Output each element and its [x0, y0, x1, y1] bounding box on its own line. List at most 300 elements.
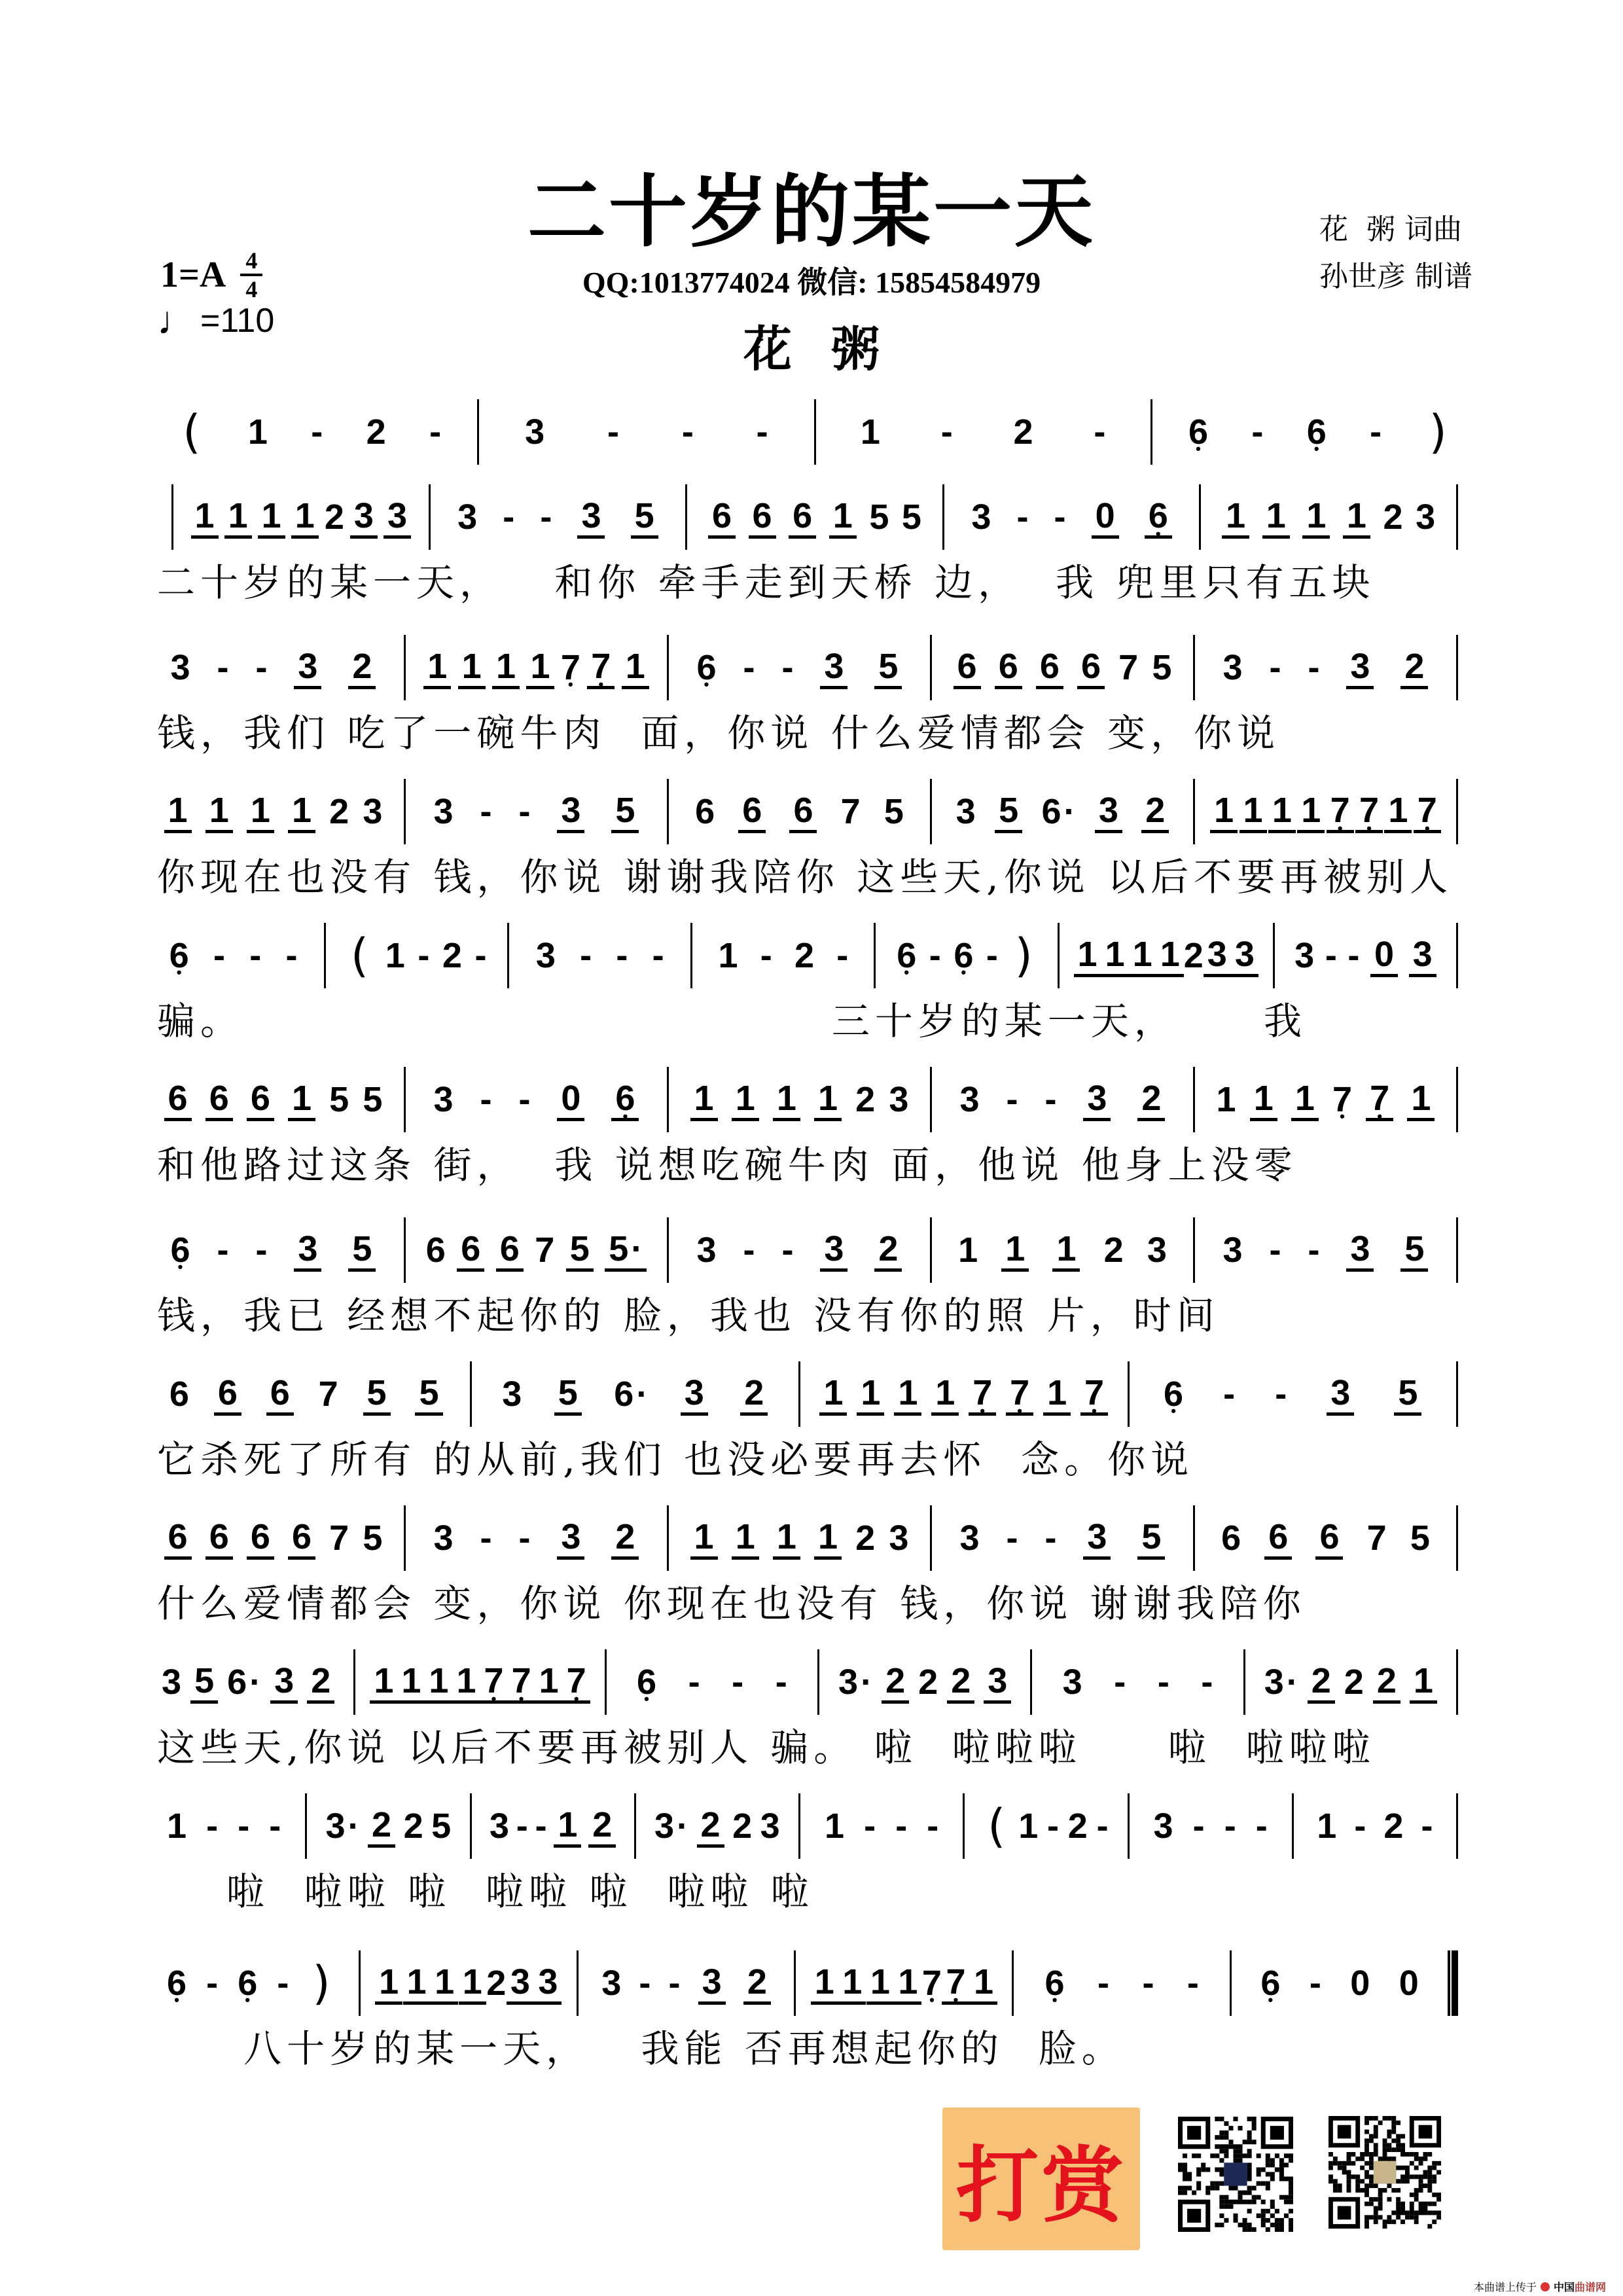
barline: [1193, 1067, 1195, 1132]
note: 6: [708, 484, 736, 550]
qr-code-wechat[interactable]: [1178, 2117, 1293, 2232]
measure: [815, 1361, 1113, 1427]
measure: [683, 1505, 916, 1571]
dash: -: [580, 936, 592, 975]
measure: [979, 1793, 1113, 1859]
barline: [470, 1793, 472, 1859]
note: 2: [874, 1217, 902, 1283]
note: 6 •: [954, 923, 973, 988]
note: 6 •: [1260, 1950, 1280, 2016]
note: 1: [403, 1950, 431, 2016]
score-line: [157, 1780, 1472, 1924]
note: 1: [458, 635, 486, 700]
dash: -: [1006, 1518, 1018, 1558]
dash: -: [1223, 1374, 1236, 1414]
note: 1: [526, 635, 554, 700]
note: 5: [869, 497, 889, 537]
note: 2: [1383, 497, 1403, 537]
note: • 1: [288, 1067, 315, 1132]
note: 6: [425, 1230, 446, 1270]
note: 6: [1264, 1505, 1292, 1571]
note: 1: [1018, 1806, 1039, 1846]
repeat-open-paren: (: [350, 929, 369, 982]
note: 1: [894, 1950, 921, 2016]
note: 6 •: [170, 1217, 190, 1283]
lyrics-line: 骗。 三十岁的某一天， 我: [157, 999, 1308, 1043]
note: 3: [696, 1230, 717, 1270]
measure: [157, 1067, 389, 1132]
note: 5: [1394, 1361, 1421, 1427]
note: 3: [984, 1649, 1011, 1715]
note: 5: [363, 1518, 383, 1558]
note: 3: [1204, 923, 1231, 988]
reward-badge[interactable]: 打赏: [942, 2108, 1140, 2250]
score-line: [157, 910, 1472, 1054]
note: 0: [1092, 484, 1119, 550]
note: 5: [1410, 1518, 1430, 1558]
credit-transcriber: 孙世彦 制谱: [1319, 260, 1472, 293]
dash: -: [1421, 1806, 1433, 1846]
note: 7: [318, 1374, 338, 1414]
lyrics-line: 和他路过这条 街， 我 说想吃碗牛肉 面，他说 他身上没零: [157, 1143, 1298, 1187]
qr-code-icon: [1329, 2114, 1441, 2231]
measure: [683, 779, 916, 844]
note: 2: [1103, 1230, 1124, 1270]
dash: -: [1142, 1964, 1154, 2003]
note: 2: [1344, 1662, 1364, 1702]
measure: [683, 1217, 916, 1283]
dash: -: [1325, 936, 1337, 975]
dash: -: [238, 1806, 250, 1846]
measure: [1308, 1793, 1442, 1859]
barline: [634, 1793, 636, 1859]
note: 2: [368, 1793, 395, 1859]
key-label: 1=A: [160, 255, 226, 295]
note: 3: [1222, 648, 1243, 687]
note: 1: [258, 484, 285, 550]
measure: [188, 484, 414, 550]
note: 1: [1407, 1067, 1435, 1132]
measure: [157, 1793, 291, 1859]
note: 5: [1152, 648, 1172, 687]
note: 7 •: [1006, 1361, 1033, 1427]
note: 1: [860, 412, 880, 452]
note: 5: [431, 1806, 452, 1846]
note: 6: [457, 1217, 484, 1283]
note: 7: [329, 1518, 349, 1558]
note: 1: [690, 1067, 718, 1132]
note: 6: [214, 1361, 241, 1427]
measure: [1028, 1950, 1215, 2016]
dash: -: [760, 936, 772, 975]
note: 3 ·: [654, 1793, 688, 1859]
note: 3: [971, 497, 991, 537]
note: 5: [363, 1080, 383, 1119]
barline: [942, 484, 944, 550]
note: 6: [205, 1505, 233, 1571]
measure: [1209, 1067, 1442, 1132]
note: 1: [1291, 1067, 1319, 1132]
note: 1: [1052, 1217, 1080, 1283]
note: 2: [486, 1964, 507, 2003]
repeat-close-paren: ): [1429, 405, 1447, 459]
note: 2: [403, 1806, 423, 1846]
note: 1: [397, 1649, 425, 1715]
dash: -: [1006, 1080, 1018, 1119]
dash: -: [986, 936, 998, 975]
dash: -: [518, 1518, 531, 1558]
note: 1: [811, 1950, 838, 2016]
notation-staff: [157, 1204, 1472, 1283]
barline: [305, 1793, 307, 1859]
notation-staff: [157, 1937, 1472, 2016]
notation-staff: [157, 622, 1472, 700]
note: 1: [288, 779, 315, 844]
dash: -: [668, 1964, 681, 2003]
measure: [157, 1505, 389, 1571]
note: 3: [433, 792, 454, 831]
note: 7 •: [563, 1649, 590, 1715]
barline: [404, 635, 406, 700]
note: 3: [294, 635, 321, 700]
note: 1: [247, 779, 274, 844]
measure: [1209, 635, 1442, 700]
final-barline: [1448, 1950, 1458, 2016]
measure: [157, 779, 389, 844]
note: 1: [1262, 484, 1290, 550]
note: 6: [954, 635, 981, 700]
note: 0: [1350, 1964, 1370, 2003]
measure: [157, 923, 310, 988]
qr-code-alipay[interactable]: [1329, 2114, 1441, 2231]
note: 2: [442, 936, 462, 975]
singer-name: 花粥: [743, 321, 919, 378]
note: 1: [894, 1361, 921, 1427]
dash: -: [756, 412, 768, 452]
note: • 1: [829, 484, 857, 550]
measure: [1209, 779, 1442, 844]
score-line: [157, 1937, 1472, 2081]
note: 5: [1400, 1217, 1428, 1283]
barline: [690, 923, 692, 988]
note: 1: [1317, 1806, 1337, 1846]
note: 6: [496, 1217, 524, 1283]
dash: -: [732, 1662, 744, 1702]
song-title: 二十岁的某一天: [527, 166, 1096, 258]
note: 2: [1013, 412, 1033, 452]
note: 3: [1083, 1505, 1111, 1571]
note: 7 •: [1332, 1067, 1352, 1132]
note: 3: [889, 1080, 909, 1119]
site-brand[interactable]: 中国曲谱网: [1553, 2281, 1606, 2293]
dash: -: [1309, 1964, 1321, 2003]
note: 0: [1399, 1964, 1419, 2003]
note: 2: [1373, 1649, 1400, 1715]
measure: [157, 1950, 344, 2016]
note: 7 •: [508, 1649, 535, 1715]
note: 3: [534, 1950, 562, 2016]
dash: -: [1370, 412, 1382, 452]
note: 5: [190, 1649, 218, 1715]
measure: [157, 1649, 339, 1715]
barline: [667, 1217, 669, 1283]
note: 7 •: [1080, 1361, 1108, 1427]
note: 3: [1222, 1230, 1243, 1270]
dash: -: [429, 412, 442, 452]
notation-staff: [157, 766, 1472, 844]
note: 3: [955, 792, 976, 831]
barline: [1456, 1793, 1458, 1859]
note: 3: [959, 1518, 980, 1558]
note: 6 •: [611, 1067, 639, 1132]
note: 1: [1343, 484, 1370, 550]
measure: [420, 1067, 652, 1132]
note: 6 •: [897, 923, 916, 988]
note: 3: [457, 497, 478, 537]
score-line: [157, 1204, 1472, 1348]
note: 6: [695, 792, 715, 831]
note: 5: [995, 779, 1022, 844]
barline: [667, 1067, 669, 1132]
note: 2: [855, 1518, 876, 1558]
note: 6: [1315, 1505, 1343, 1571]
dash: -: [206, 1806, 219, 1846]
dash: -: [927, 1806, 939, 1846]
repeat-close-paren: ): [312, 1956, 330, 2010]
note: 3: [350, 484, 378, 550]
note: 3: [1346, 635, 1374, 700]
measure: [375, 1950, 562, 2016]
score-line: [157, 622, 1472, 766]
barline: [930, 635, 932, 700]
note: 3: [1062, 1662, 1082, 1702]
note: 3: [1095, 779, 1122, 844]
barline: [1243, 1649, 1245, 1715]
note: 3: [433, 1518, 454, 1558]
dash: -: [1255, 1806, 1268, 1846]
barline: [1456, 1361, 1458, 1427]
qr-code-icon: [1178, 2117, 1293, 2232]
footer-text: 本曲谱上传于: [1473, 2281, 1537, 2293]
dash: -: [688, 1662, 700, 1702]
notation-staff: [157, 1492, 1472, 1571]
note: 7: [1118, 648, 1139, 687]
barline: [1292, 1793, 1294, 1859]
note: 2: [611, 1505, 639, 1571]
dash: -: [540, 497, 552, 537]
dash: -: [1201, 1662, 1213, 1702]
barline: [874, 923, 876, 988]
measure: [834, 1649, 1016, 1715]
note: 3: [577, 484, 605, 550]
barline: [605, 1649, 607, 1715]
note: 3: [1416, 497, 1436, 537]
measure: [1260, 1649, 1442, 1715]
note: 5: [415, 1361, 442, 1427]
note: 3: [889, 1518, 909, 1558]
note: 1: [224, 484, 252, 550]
note: 3: [433, 1080, 454, 1119]
note: 3: [1294, 936, 1315, 975]
note: 1: [431, 1950, 458, 2016]
note: 3: [1409, 923, 1436, 988]
dash: -: [836, 936, 849, 975]
note: 3: [383, 484, 411, 550]
credit-composer: 花 粥 词曲: [1319, 213, 1462, 246]
note: 3: [162, 1662, 182, 1702]
lyrics-line: 它杀死了所有 的从前,我们 也没必要再去怀 念。你说: [157, 1437, 1194, 1482]
barline: [1128, 1793, 1130, 1859]
barline: [667, 635, 669, 700]
barline: [404, 1505, 406, 1571]
quarter-note-icon: ♩: [157, 298, 196, 342]
measure: [651, 1793, 784, 1859]
note: 3: [557, 1505, 584, 1571]
note: 2: [307, 1649, 334, 1715]
barline: [930, 779, 932, 844]
dash: -: [1044, 1518, 1057, 1558]
note: 2: [743, 1950, 771, 2016]
barline: [1456, 1505, 1458, 1571]
measure: [1144, 1793, 1277, 1859]
dash: -: [1269, 1230, 1281, 1270]
note: 2: [1383, 1806, 1404, 1846]
barline: [1058, 923, 1060, 988]
note: 6: [789, 779, 817, 844]
note: 5: [611, 779, 639, 844]
dash: -: [1269, 648, 1281, 687]
note: 6: [288, 1505, 315, 1571]
dash: -: [781, 648, 794, 687]
note: 6: [247, 1067, 274, 1132]
dash: -: [503, 497, 515, 537]
note: 3: [502, 1374, 522, 1414]
measure: [1215, 484, 1442, 550]
note: 1: [1101, 923, 1129, 988]
measure: [810, 1950, 997, 2016]
barline: [353, 1649, 355, 1715]
measure: [683, 635, 916, 700]
dash: -: [516, 1806, 528, 1846]
note: 2: [324, 497, 344, 537]
note: 5: [874, 635, 902, 700]
barline: [404, 779, 406, 844]
barline: [577, 1950, 579, 2016]
note: 5: [631, 484, 658, 550]
dash: -: [480, 792, 492, 831]
note: 6: [266, 1361, 294, 1427]
note: 6 •: [169, 923, 189, 988]
dash: -: [639, 1964, 651, 2003]
note: 5: [1137, 1505, 1165, 1571]
notation-staff: [157, 1636, 1472, 1715]
note: 2: [947, 1649, 974, 1715]
note: 6: [169, 1374, 189, 1414]
dash: -: [743, 1230, 755, 1270]
note: 1: [423, 635, 451, 700]
dash: -: [206, 1964, 219, 2003]
note: 7 •: [1327, 779, 1354, 844]
barline: [963, 1793, 965, 1859]
note: 6 •: [637, 1649, 656, 1715]
note: 2: [348, 635, 376, 700]
note: 6: [749, 484, 776, 550]
note: 6 •: [696, 635, 716, 700]
note: 1: [191, 484, 219, 550]
note: 0: [1370, 923, 1398, 988]
dash: -: [652, 936, 664, 975]
note: 7 •: [942, 1950, 969, 2016]
note: 2: [918, 1662, 938, 1702]
note: 6 •: [1045, 1950, 1065, 2016]
note: 1: [931, 1361, 959, 1427]
note: 7 •: [969, 1361, 996, 1427]
notation-staff: [157, 1054, 1472, 1132]
barline: [507, 923, 509, 988]
dash: -: [607, 412, 619, 452]
note: 2: [1183, 936, 1204, 975]
score-line: [157, 1492, 1472, 1636]
barline: [1456, 779, 1458, 844]
measure: [830, 399, 1136, 465]
measure: [157, 635, 389, 700]
barline: [1193, 1505, 1195, 1571]
barline: [1012, 1950, 1014, 2016]
note: 1: [622, 635, 649, 700]
barline: [1456, 1217, 1458, 1283]
measure: [1144, 1361, 1442, 1427]
measure: [420, 1217, 652, 1283]
note: 1: [1410, 1649, 1437, 1715]
credits: [1319, 206, 1472, 300]
note: 3: [698, 1950, 726, 2016]
lyrics-line: 什么爱情都会 变，你说 你现在也没有 钱，你说 谢谢我陪你: [157, 1581, 1306, 1626]
note: 7 •: [561, 635, 580, 700]
dash: -: [940, 412, 953, 452]
measure: [157, 399, 463, 465]
dash: -: [1016, 497, 1029, 537]
note: 1: [370, 1649, 397, 1715]
measure: [493, 399, 799, 465]
measure: [1209, 1505, 1442, 1571]
note: 1: [773, 1505, 800, 1571]
barline: [404, 1067, 406, 1132]
note: 3: [959, 1080, 980, 1119]
note: 6 •: [1145, 484, 1172, 550]
dash: -: [217, 1230, 229, 1270]
barline: [477, 399, 479, 465]
measure: [890, 923, 1043, 988]
note: 7: [1366, 1518, 1387, 1558]
barline: [1456, 1649, 1458, 1715]
lyrics-line: 啦 啦啦 啦 啦啦 啦 啦啦 啦: [157, 1869, 814, 1914]
dash: -: [743, 648, 755, 687]
note: 1: [205, 779, 233, 844]
dash: -: [1308, 1230, 1320, 1270]
measure: [946, 1505, 1179, 1571]
note: 7: [535, 1230, 555, 1270]
lyrics-line: 钱，我们 吃了一碗牛肉 面，你说 什么爱情都会 变，你说: [157, 711, 1281, 755]
measure: [959, 484, 1185, 550]
dash: -: [895, 1806, 908, 1846]
barline: [1456, 484, 1458, 550]
note: 1: [970, 1950, 997, 2016]
note: 1: [164, 779, 192, 844]
note: 2: [1067, 1806, 1088, 1846]
note: 6 ·: [227, 1649, 261, 1715]
note: 6 ·: [1041, 779, 1075, 844]
note: 3: [681, 1361, 708, 1427]
